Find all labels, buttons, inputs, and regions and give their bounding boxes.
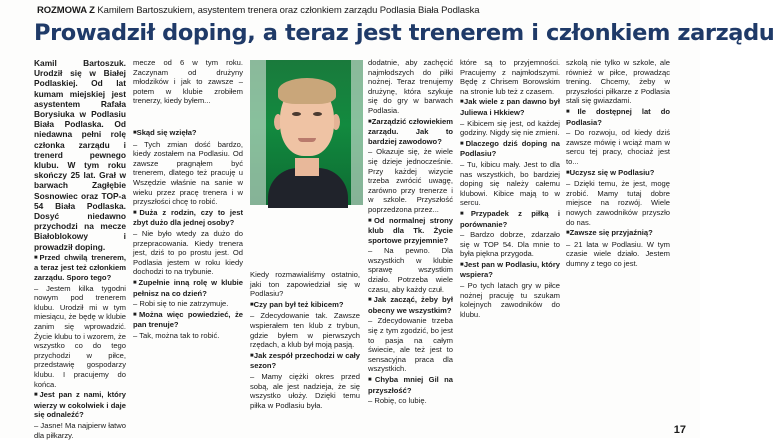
question: ■ Jest pan z nami, który wierzy w cokolwiek i daje się odnaleźć? xyxy=(34,390,126,420)
answer: mecze od 6 w tym roku. Zaczynam od drużyny młodzików i jak to zawsze – potem w klubie zrobiłem trenerzy, kiedy byłem... xyxy=(133,58,243,106)
page-number: 17 xyxy=(673,424,686,436)
portrait-photo xyxy=(250,60,363,205)
answer: – 21 lata w Podlasiu. W tym czasie wiele działo. Jestem dumny z tego co jest. xyxy=(566,239,670,268)
column-2 xyxy=(133,128,243,438)
question: ■ Jak wiele z pan dawno był Juliewa i Hkkiew? xyxy=(460,97,560,117)
hair xyxy=(278,78,336,104)
question: ■ Przypadek z piłką i porównanie? xyxy=(460,209,560,229)
answer: które są to przyjemności. Pracujemy z najmłodszymi. Będę z Chrisem Borowskim na stronie lub też z czasem. xyxy=(460,58,560,96)
question: ■ Jak zacząć, żeby był obecny we wszystkim? xyxy=(368,295,453,315)
answer: – Okazuje się, że wiele się dzieje jednocześnie. Przy każdej wizycie trzeba zwrócić uwagę, zarówno przy trenerze i w szkole. Przyszłość poprzedzona przez... xyxy=(368,147,453,214)
answer: Kiedy rozmawialiśmy ostatnio, jaki ton zapowiedział się w Podlasiu? xyxy=(250,270,360,299)
answer: – Dzięki temu, że jest, mogę zrobić. Mamy tutaj dobre miejsce na rozwój. Wiele nowych zawodników przyszło do nas. xyxy=(566,179,670,227)
answer: dodatnie, aby zachęcić najmłodszych do piłki nożnej. Teraz trenujemy drużynę, która szykuje się do gry w barwach Podlasia. xyxy=(368,58,453,115)
question: ■ Przed chwilą trenerem, a teraz jest też członkiem zarządu. Sporo tego? xyxy=(34,253,126,283)
answer: – Zdecydowanie tak. Zawsze wspierałem ten klub z trybun, gdzie byłem w pierwszych rzędach, a klub był moją pasją. xyxy=(250,311,360,350)
column-3 xyxy=(250,270,360,438)
question: ■ Skąd się wzięła? xyxy=(133,128,243,139)
answer: – Zdecydowanie trzeba się z tym zgodzić, bo jest to pasja na całym świecie, ale też jest to sensacyjna praca dla wszystkich. xyxy=(368,316,453,374)
answer: – Kibicem się jest, od każdej godziny. Nigdy się nie zmieni. xyxy=(460,118,560,138)
question: ■ Jest pan w Podlasiu, który wspiera? xyxy=(460,260,560,280)
kicker-text: Kamilem Bartoszukiem, asystentem trenera oraz członkiem zarządu Podlasia Biała Podlaska xyxy=(97,5,480,16)
question: ■ Od normalnej strony klub dla Tk. Życie sportowe przyjemnie? xyxy=(368,216,453,246)
answer: – Tych zmian dość bardzo, kiedy zostałem na Podlasiu. Od zawsze pragnąłem być trenerem, dlatego też pracuję u Wszędzie właśnie na sanie w wieku przez pracę trenera i w przyszłości chcę to robić. xyxy=(133,139,243,207)
question: ■ Ile dostępnej lat do Podlasia? xyxy=(566,107,670,127)
question: ■ Można więc powiedzieć, że pan trenuje? xyxy=(133,310,243,330)
question: ■ Zarządzić człowiekiem zarządu. Jak to bardziej zawodowo? xyxy=(368,117,453,147)
background-banner xyxy=(250,60,266,205)
neck xyxy=(295,158,319,176)
kicker xyxy=(37,5,479,16)
column-4 xyxy=(368,58,453,438)
answer: – Robię, co lubię. xyxy=(368,396,427,406)
column-1 xyxy=(34,58,126,438)
kicker-label: ROZMOWA Z xyxy=(37,5,95,16)
eye xyxy=(313,112,322,116)
question: ■ Jak zespół przechodzi w cały sezon? xyxy=(250,351,360,371)
answer: – Bardzo dobrze, zdarzało się w TOP 54. Dla mnie to była piękna przygoda. xyxy=(460,230,560,259)
question: ■ Duża z rodzin, czy to jest zbyt dużo dla jednej osoby? xyxy=(133,208,243,228)
mouth xyxy=(298,138,316,142)
answer: – Tu, kibicu mały. Jest to dla nas wszystkich, bo bardziej doping się należy całemu klubowi. Kibice mają to w sercu. xyxy=(460,159,560,208)
eye xyxy=(292,112,301,116)
question: ■ Zawsze się przyjaźnią? xyxy=(566,228,670,239)
column-2-top xyxy=(133,58,243,128)
answer: – Do rozwoju, od kiedy dziś zawsze mówię i wciąż mam w sercu tej pracy, chociaż jest to... xyxy=(566,128,670,166)
answer: – Jasne! Ma najpierw łatwo dla piłkarzy. xyxy=(34,420,126,440)
lead-paragraph: Kamil Bartoszuk. Urodził się w Białej Podlaskiej. Od lat kumam miejskiej jest asystentem Rafała Borysiuka w Podlasiu Biała Podlaska. Od niedawna pełni rolę członka zarządu i trenerd pewnego klubu. W tym roku skończy 25 lat. Grał w barwach Zagłębie Sosnowiec oraz TOP-a 54 Biała Podlaska. Dosyć niedawno przychodzi na mecze Białoblokowy i prowadził doping. xyxy=(34,58,126,252)
answer: – Po tych latach gry w piłce nożnej pracuję tu szukam kolejnych zawodników do klubu. xyxy=(460,281,560,319)
answer: – Mamy ciężki okres przed sobą, ale jest nadzieja, że się wszystko ułoży. Dzięki temu piłka w Podlasiu była. xyxy=(250,371,360,410)
answer: szkolą nie tylko w szkole, ale również w piłce, prowadząc trening. Chcemy, żeby w przyszłości piłkarze z Podlasia stali się gwiazdami. xyxy=(566,58,670,106)
answer: – Tak, można tak to robić. xyxy=(133,330,220,340)
column-5 xyxy=(460,58,560,438)
answer: – Nie było wtedy za dużo do przepracowania. Kiedy trenera jest, dziś to po prostu jest. Od Podlasia jestem w roku kiedy dochodzi to na trybunie. xyxy=(133,228,243,277)
question: ■ Chyba mniej Gil na przyszłość? xyxy=(368,375,453,395)
background-banner xyxy=(351,60,363,205)
headline: Prowadził doping, a teraz jest trenerem i członkiem zarządu xyxy=(34,20,774,46)
answer: – Na pewno. Dla wszystkich w klubie sprawę wszystkim działo. Potrzeba wiele czasu, aby każdy czuł. xyxy=(368,246,453,294)
column-6 xyxy=(566,58,670,438)
question: ■ Czy pan był też kibicem? xyxy=(250,300,360,311)
question: ■ Dlaczego dziś doping na Podlasiu? xyxy=(460,139,560,159)
answer: – Robi się to nie zatrzymuje. xyxy=(133,299,229,309)
question: ■ Zupełnie inną rolę w klubie pełnisz na co dzień? xyxy=(133,278,243,298)
question: ■ Uczysz się w Podlasiu? xyxy=(566,168,670,179)
answer: – Jestem kilka tygodni nowym pod trenerem klubu. Urodził mi w tym miesiącu, że będę w klubie zanim się wprowadzić. Życie klubu to i wzorem, że wszystko co do tego przychodzi w piłce, przedstawię gospodarzy klubu. I pracujemy do końca. xyxy=(34,283,126,389)
